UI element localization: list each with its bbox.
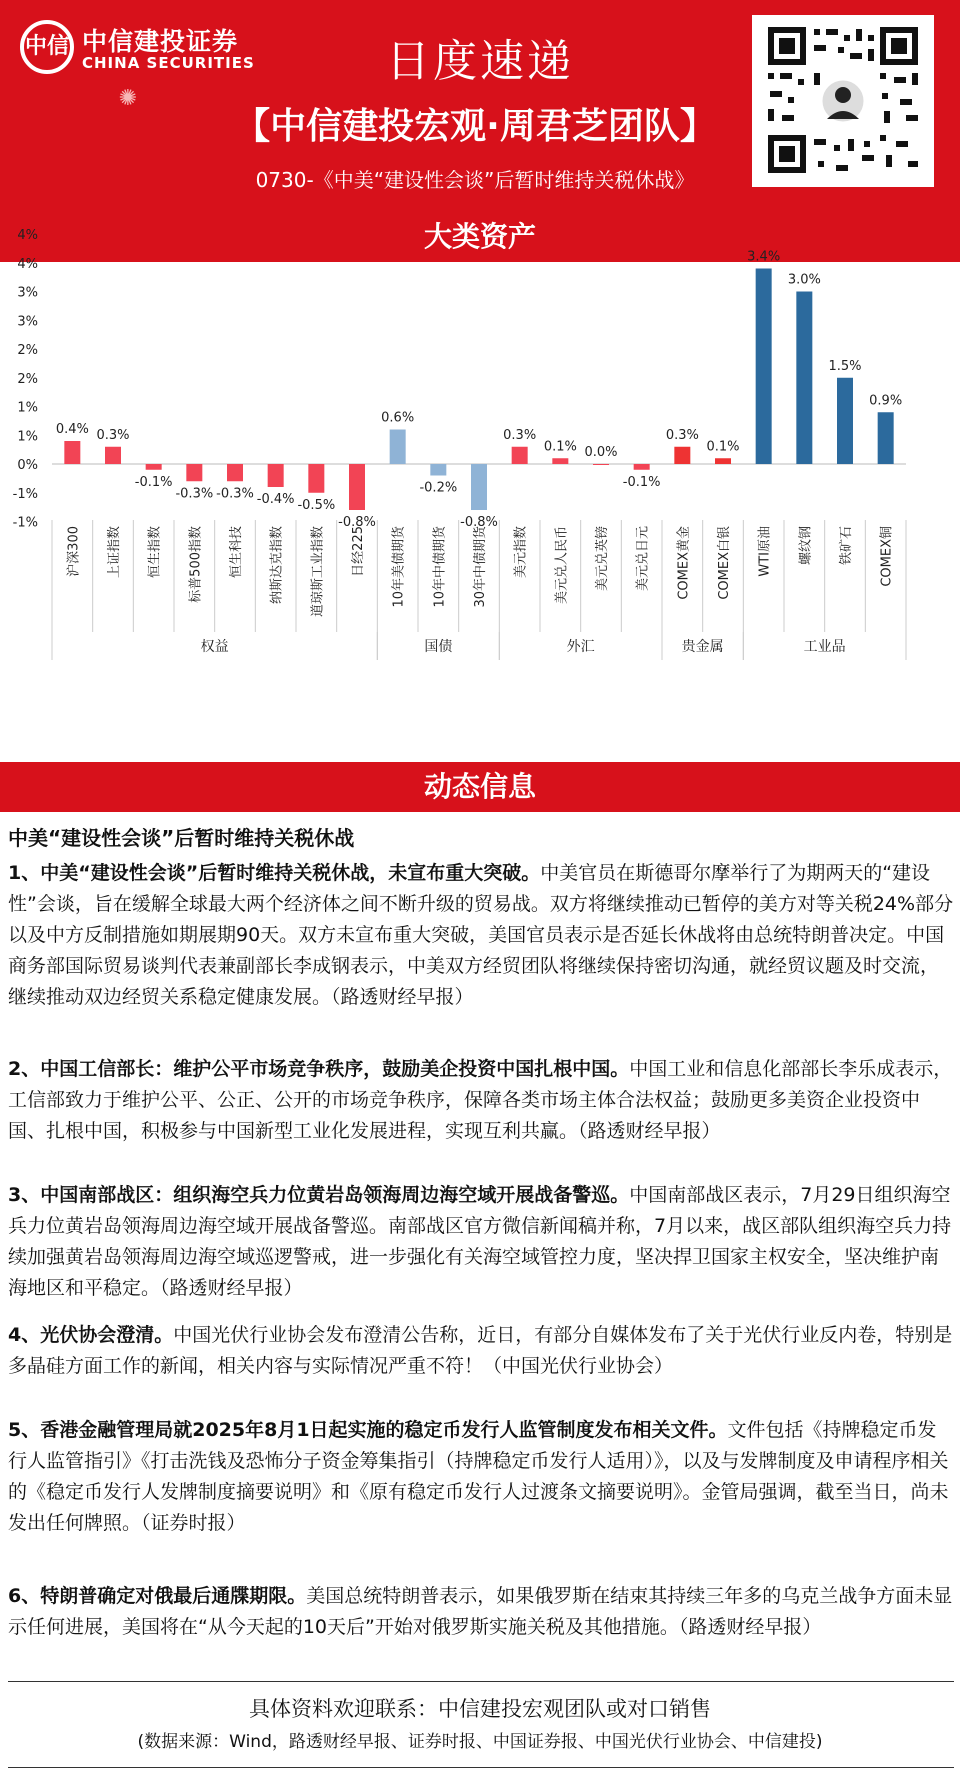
report-title: 0730-《中美“建设性会谈”后暂时维持关税休战》 <box>255 168 695 192</box>
data-label: -0.1% <box>134 474 173 490</box>
news-item-4: 4、光伏协会澄清。中国光伏行业协会发布澄清公告称，近日，有部分自媒体发布了关于光伏行业反内卷，特别是多晶硅方面工作的新闻，相关内容与实际情况严重不符！（中国光伏行业协会） <box>8 1324 953 1377</box>
citic-logo-icon: 中信 <box>20 20 74 74</box>
category-label: 30年中债期货 <box>473 526 488 608</box>
footer-sources: (数据来源：Wind，路透财经早报、证券时报、中国证券报、中国光伏行业协会、中信建投) <box>137 1732 823 1752</box>
bar-美元兑英镑 <box>593 464 609 465</box>
y-tick-label: 4% <box>17 228 38 243</box>
data-label: -0.3% <box>175 486 214 502</box>
category-label: WTI原油 <box>757 526 773 577</box>
bar-COMEX铜 <box>878 412 894 464</box>
category-label: 10年美债期货 <box>391 526 407 608</box>
section-title-assets: 大类资产 <box>0 212 960 262</box>
group-label-工业品: 工业品 <box>803 639 846 655</box>
data-label: -0.8% <box>460 515 498 530</box>
bar-恒生指数 <box>146 464 162 470</box>
category-label: 美元指数 <box>513 526 529 579</box>
footer-divider <box>8 1681 954 1682</box>
bar-美元指数 <box>512 447 528 464</box>
team-subtitle: 【中信建投宏观·周君芝团队】 <box>234 106 716 147</box>
bar-10年中债期货 <box>430 464 446 476</box>
y-tick-label: 2% <box>17 343 38 358</box>
data-label: -0.5% <box>297 497 336 513</box>
bar-10年美债期货 <box>390 430 406 465</box>
bar-纳斯达克指数 <box>268 464 284 487</box>
category-label: 10年中债期货 <box>432 526 448 608</box>
y-tick-label: 2% <box>17 371 38 387</box>
qr-code-icon <box>752 15 934 187</box>
bar-道琼斯工业指数 <box>308 464 324 493</box>
bar-沪深300 <box>64 441 80 464</box>
bar-美元兑人民币 <box>552 458 568 464</box>
data-label: 0.4% <box>55 422 89 437</box>
bar-COMEX白银 <box>715 458 731 464</box>
y-tick-label: 4% <box>17 256 38 272</box>
category-label: 纳斯达克指数 <box>269 526 285 605</box>
bar-WTI原油 <box>756 269 772 465</box>
category-label: COMEX铜 <box>879 526 895 587</box>
category-label: 沪深300 <box>66 526 82 577</box>
category-label: 恒生科技 <box>229 526 244 579</box>
data-label: 0.0% <box>584 445 618 460</box>
y-tick-label: -1% <box>12 515 38 531</box>
brand-logo <box>20 20 280 76</box>
bar-COMEX黄金 <box>674 447 690 464</box>
category-label: 恒生指数 <box>147 526 163 579</box>
data-label: 1.5% <box>828 358 862 374</box>
category-label: 日经225 <box>351 526 366 577</box>
news-item-1: 1、中美“建设性会谈”后暂时维持关税休战，未宣布重大突破。中美官员在斯德哥尔摩举行了为期两天的“建设性”会谈，旨在缓解全球最大两个经济体之间不断升级的贸易战。双方将继续推动已暂停的美方对等关税24%部分以及中方反制措施如期展期90天。双方未宣布重大突破，美国官员表示是否延长休战将由总统特朗普决定。中国商务部国际贸易谈判代表兼副部长李成钢表示，中美双方经贸团队将继续保持密切沟通，就经贸议题及时交流，继续推动双边经贸关系稳定健康发展。（路透财经早报） <box>8 862 954 1008</box>
bar-30年中债期货 <box>471 464 487 510</box>
flower-ornament-icon: ✺ <box>118 86 138 111</box>
y-tick-label: 0% <box>17 458 38 473</box>
data-label: 0.3% <box>96 427 130 443</box>
category-label: 铁矿石 <box>839 526 854 566</box>
bar-标普500指数 <box>186 464 202 481</box>
category-label: 上证指数 <box>107 526 122 579</box>
category-label: COMEX白银 <box>717 526 732 600</box>
news-item-3: 3、中国南部战区：组织海空兵力位黄岩岛领海周边海空域开展战备警巡。中国南部战区表示，7月29日组织海空兵力位黄岩岛领海周边海空域开展战备警巡。南部战区官方微信新闻稿并称，7月以来，战区部队组织海空兵力持续加强黄岩岛领海周边海空域巡逻警戒，进一步强化有关海空域管控力度，坚决捍卫国家主权安全，坚决维护南海地区和平稳定。（路透财经早报） <box>8 1184 952 1299</box>
data-label: 0.3% <box>503 427 537 443</box>
data-label: -0.3% <box>216 486 254 502</box>
logo-chinese-name: 中信建投证券 <box>82 27 239 56</box>
category-label: 美元兑日元 <box>635 526 651 592</box>
group-label-权益: 权益 <box>200 639 229 655</box>
bar-恒生科技 <box>227 464 243 481</box>
category-label: 美元兑人民币 <box>554 526 570 605</box>
bar-美元兑日元 <box>634 464 650 470</box>
data-label: 0.3% <box>665 427 699 443</box>
section-title-news: 动态信息 <box>0 762 960 812</box>
page-title: 日度速递 <box>386 36 574 87</box>
y-tick-label: -1% <box>12 486 38 502</box>
y-tick-label: 1% <box>17 429 38 445</box>
y-tick-label: 1% <box>17 400 38 416</box>
report-header <box>0 0 960 212</box>
category-label: COMEX黄金 <box>676 526 692 600</box>
data-label: 3.4% <box>747 249 781 265</box>
y-tick-label: 3% <box>17 285 38 301</box>
data-label: 0.1% <box>543 439 577 455</box>
footer-bottom-rule <box>8 1767 954 1768</box>
data-label: -0.1% <box>622 474 661 490</box>
data-label: -0.4% <box>256 492 295 507</box>
bar-螺纹钢 <box>796 292 812 465</box>
data-label: 3.0% <box>787 272 821 288</box>
y-tick-label: 3% <box>17 314 38 330</box>
news-headline: 中美“建设性会谈”后暂时维持关税休战 <box>8 826 355 850</box>
group-label-外汇: 外汇 <box>566 639 595 655</box>
category-label: 美元兑英镑 <box>595 526 610 592</box>
news-item-5: 5、香港金融管理局就2025年8月1日起实施的稳定币发行人监管制度发布相关文件。文件包括《持牌稳定币发行人监管指引》《打击洗钱及恐怖分子资金筹集指引（持牌稳定币发行人适用）》，以及与发牌制度及申请程序相关的《稳定币发行人发牌制度摘要说明》和《原有稳定币发行人过渡条文摘要说明》。金管局强调，截至当日，尚未发出任何牌照。（证券时报） <box>8 1419 949 1534</box>
group-label-国债: 国债 <box>424 639 453 655</box>
data-label: 0.9% <box>869 393 903 409</box>
category-label: 道琼斯工业指数 <box>310 526 326 618</box>
group-label-贵金属: 贵金属 <box>681 639 724 655</box>
logo-english-name: CHINA SECURITIES <box>82 54 255 72</box>
news-item-2: 2、中国工信部长：维护公平市场竞争秩序，鼓励美企投资中国扎根中国。中国工业和信息化部部长李乐成表示，工信部致力于维护公平、公正、公开的市场竞争秩序，保障各类市场主体合法权益；鼓励更多美资企业投资中国、扎根中国，积极参与中国新型工业化发展进程，实现互利共赢。（路透财经早报） <box>8 1058 953 1142</box>
data-label: 0.6% <box>381 410 415 426</box>
data-label: 0.1% <box>706 439 740 455</box>
category-label: 标普500指数 <box>188 526 204 603</box>
category-label: 螺纹钢 <box>798 526 814 566</box>
news-item-6: 6、特朗普确定对俄最后通牒期限。美国总统特朗普表示，如果俄罗斯在结束其持续三年多的乌克兰战争方面未显示任何进展，美国将在“从今天起的10天后”开始对俄罗斯实施关税及其他措施。（路透财经早报） <box>8 1585 953 1638</box>
bar-日经225 <box>349 464 365 510</box>
bar-铁矿石 <box>837 378 853 464</box>
footer-contact: 具体资料欢迎联系：中信建投宏观团队或对口销售 <box>249 1697 711 1721</box>
data-label: -0.2% <box>419 480 458 496</box>
data-label: -0.8% <box>338 515 376 530</box>
bar-上证指数 <box>105 447 121 464</box>
